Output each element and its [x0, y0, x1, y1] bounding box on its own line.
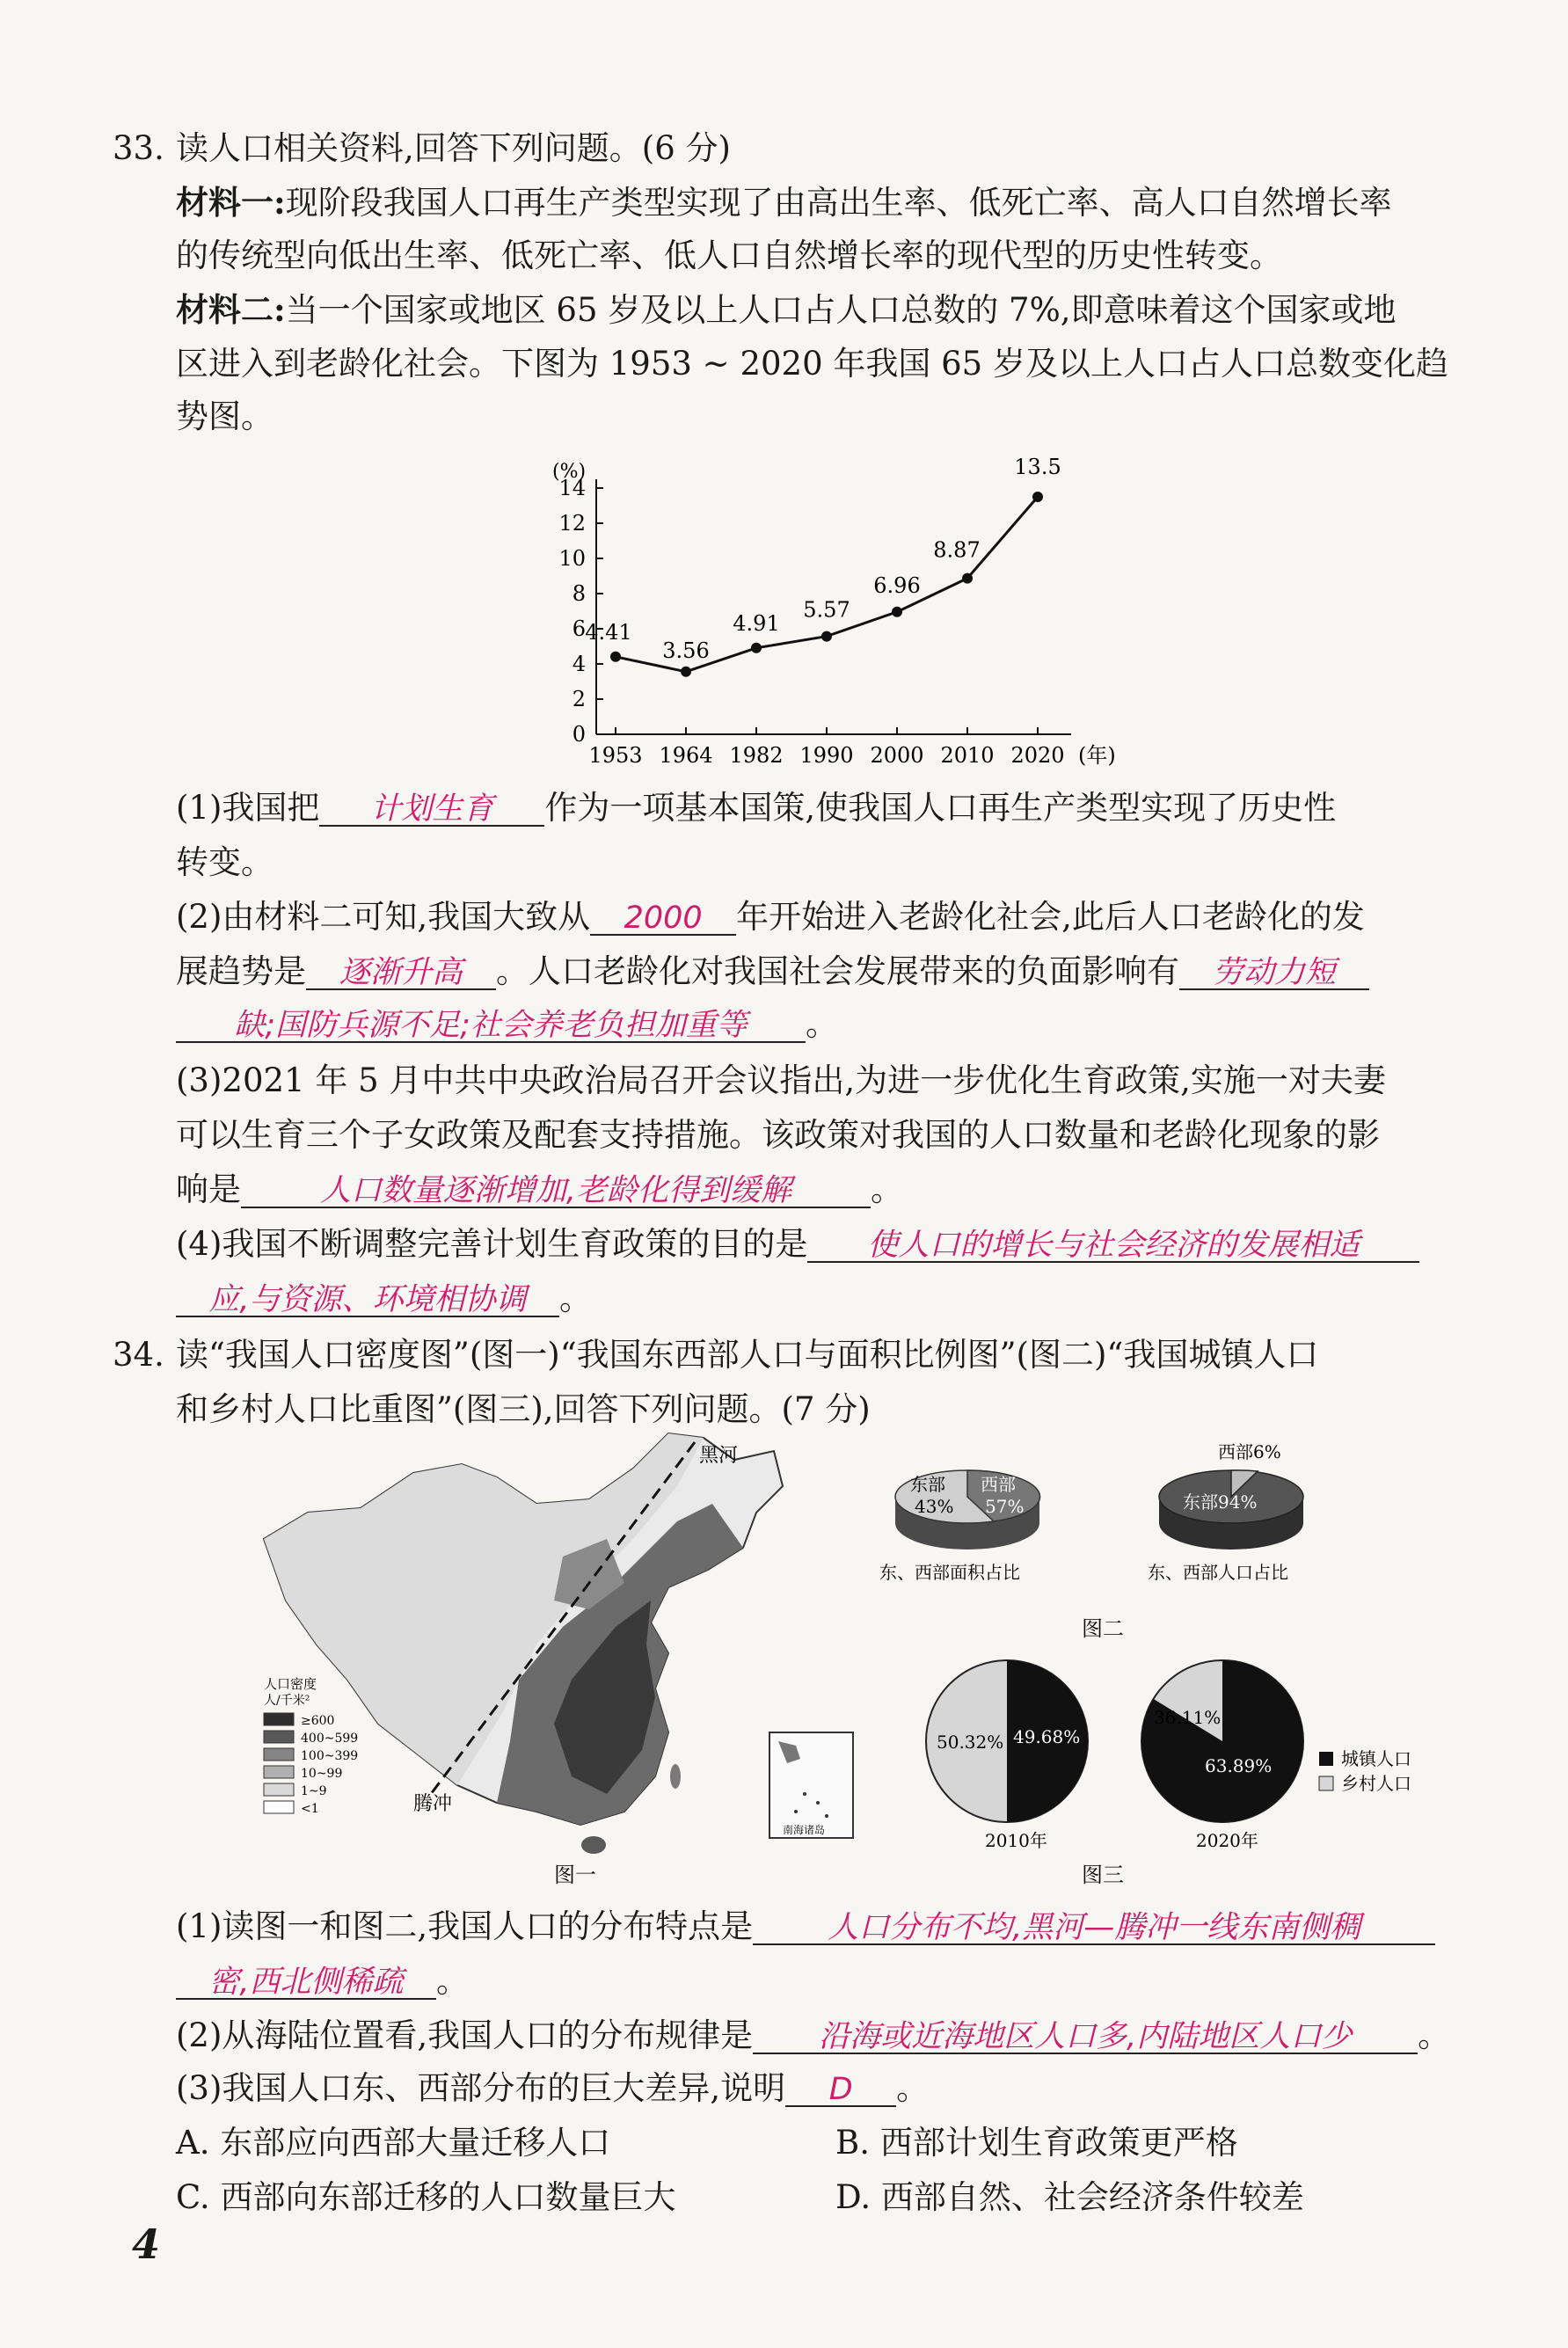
y-tick-label: 4	[572, 652, 586, 676]
y-axis-label: (%)	[552, 461, 587, 483]
svg-text:人口密度: 人口密度	[264, 1676, 317, 1692]
data-point	[892, 607, 902, 617]
data-point	[751, 643, 762, 653]
answer-blank[interactable]: D	[785, 2075, 896, 2107]
legend-label: 10~99	[301, 1767, 343, 1781]
x-tick-label: 1964	[659, 743, 713, 768]
y-tick-label: 14	[558, 476, 586, 500]
data-label: 13.5	[1014, 455, 1061, 479]
area-west-label: 西部	[981, 1474, 1016, 1495]
q34-sub1-line-2: 密,西北侧稀疏 。	[176, 1965, 469, 2000]
question-33-number: 33.	[113, 129, 164, 167]
data-label: 4.41	[585, 619, 632, 645]
y2010-urban-pct: 49.68%	[1013, 1726, 1081, 1747]
answer-blank[interactable]: 2000	[590, 903, 736, 936]
y2010-label: 2010年	[985, 1830, 1047, 1851]
data-label: 3.56	[662, 638, 710, 663]
population-density-map	[264, 1433, 853, 1887]
legend-swatch	[264, 1766, 294, 1778]
q34-sub1-line-1: (1)读图一和图二,我国人口的分布特点是 人口分布不均,黑河—腾冲一线东南侧稠	[176, 1910, 1435, 1945]
heihe-label: 黑河	[699, 1445, 739, 1467]
material-2-label: 材料二:	[176, 290, 286, 329]
figure-1-caption: 图一	[554, 1863, 596, 1887]
y2010-rural-pct: 50.32%	[937, 1732, 1004, 1753]
y-tick-label: 0	[572, 722, 586, 747]
q33-sub2-line-1: (2)由材料二可知,我国大致从 2000 年开始进入老龄化社会,此后人口老龄化的发	[176, 898, 1365, 936]
material-1-text: 现阶段我国人口再生产类型实现了由高出生率、低死亡率、高人口自然增长率	[285, 184, 1392, 222]
answer-blank[interactable]: 人口分布不均,黑河—腾冲一线东南侧稠	[753, 1913, 1435, 1945]
material-2-line-1	[176, 290, 1397, 329]
legend-swatch	[264, 1783, 294, 1796]
x-tick-label: 1953	[588, 743, 643, 768]
legend-swatch	[264, 1731, 294, 1743]
option-c[interactable]: C. 西部向东部迁移的人口数量巨大	[176, 2178, 676, 2216]
question-33-title: 读人口相关资料,回答下列问题。(6 分)	[176, 129, 731, 167]
legend-label: 100~399	[301, 1749, 359, 1763]
legend-rural: 乡村人口	[1341, 1773, 1411, 1794]
data-point	[1032, 492, 1043, 502]
question-34-line-1: 读“我国人口密度图”(图一)“我国东西部人口与面积比例图”(图二)“我国城镇人口	[176, 1336, 1319, 1374]
q33-sub3-line-2: 可以生育三个子女政策及配套支持措施。该政策对我国的人口数量和老龄化现象的影	[176, 1116, 1380, 1154]
data-label: 6.96	[873, 572, 921, 598]
material-1-line-2: 的传统型向低出生率、低死亡率、低人口自然增长率的现代型的历史性转变。	[176, 237, 1282, 274]
legend-label: ≥600	[301, 1714, 335, 1728]
pop-east-label: 东部94%	[1183, 1491, 1258, 1513]
aging-trend-chart	[528, 444, 1143, 778]
material-1-label: 材料一:	[176, 183, 286, 222]
question-34-number: 34.	[113, 1336, 164, 1374]
y-tick-label: 8	[572, 581, 586, 606]
answer-blank[interactable]: 计划生育	[319, 794, 544, 827]
answer-blank[interactable]: 密,西北侧稀疏	[176, 1967, 436, 2000]
q33-sub4-line-2: 应,与资源、环境相协调 。	[176, 1282, 592, 1317]
area-west-pct: 57%	[985, 1496, 1025, 1517]
y-tick-label: 12	[558, 511, 586, 536]
answer-blank[interactable]: 应,与资源、环境相协调	[176, 1285, 559, 1317]
figures-panel	[255, 1425, 1530, 1900]
legend-label: 1~9	[301, 1784, 327, 1798]
q33-sub1-line-1: (1)我国把 计划生育 作为一项基本国策,使我国人口再生产类型实现了历史性	[176, 789, 1337, 827]
q33-sub2-line-2: 展趋势是 逐渐升高 。人口老龄化对我国社会发展带来的负面影响有 劳动力短	[176, 955, 1369, 990]
option-b[interactable]: B. 西部计划生育政策更严格	[835, 2124, 1238, 2162]
option-a[interactable]: A. 东部应向西部大量迁移人口	[176, 2124, 611, 2162]
material-2-line-2: 区进入到老龄化社会。下图为 1953 ~ 2020 年我国 65 岁及以上人口占人口总数变化趋	[176, 345, 1448, 383]
area-caption: 东、西部面积占比	[879, 1562, 1020, 1583]
y-tick-label: 10	[558, 546, 586, 571]
pop-caption: 东、西部人口占比	[1148, 1562, 1288, 1583]
pop-west-label: 西部6%	[1218, 1441, 1281, 1462]
material-2-text: 当一个国家或地区 65 岁及以上人口占人口总数的 7%,即意味着这个国家或地	[285, 291, 1397, 329]
q33-sub3-line-1: (3)2021 年 5 月中共中央政治局召开会议指出,为进一步优化生育政策,实施一对夫妻	[176, 1061, 1386, 1099]
figure-3-caption: 图三	[1082, 1863, 1124, 1887]
area-east-pct: 43%	[915, 1496, 954, 1517]
answer-blank[interactable]: 沿海或近海地区人口多,内陆地区人口少	[753, 2022, 1418, 2054]
svg-text:人/千米²: 人/千米²	[264, 1694, 310, 1708]
q33-sub4-line-1: (4)我国不断调整完善计划生育政策的目的是 使人口的增长与社会经济的发展相适	[176, 1228, 1419, 1263]
density-legend	[264, 1676, 358, 1816]
legend-label: <1	[301, 1802, 319, 1816]
data-point	[681, 667, 691, 677]
data-label: 5.57	[803, 597, 850, 623]
x-tick-label: 2000	[870, 743, 924, 768]
data-point	[610, 652, 621, 662]
answer-blank[interactable]: 逐渐升高	[306, 958, 496, 990]
y2020-label: 2020年	[1196, 1830, 1258, 1851]
material-1-line-1	[176, 183, 1392, 222]
inset-label: 南海诸岛	[783, 1824, 826, 1836]
x-tick-label: 2020	[1010, 743, 1065, 768]
figure-2	[879, 1441, 1303, 1641]
y2020-rural-pct: 36.11%	[1154, 1707, 1222, 1728]
legend-label: 400~599	[301, 1732, 359, 1746]
legend-urban: 城镇人口	[1341, 1748, 1411, 1769]
y2020-urban-pct: 63.89%	[1205, 1755, 1273, 1776]
option-d[interactable]: D. 西部自然、社会经济条件较差	[835, 2178, 1304, 2216]
legend-swatch	[264, 1713, 294, 1725]
data-label: 8.87	[933, 537, 981, 563]
x-tick-label: 2010	[940, 743, 995, 768]
data-label: 4.91	[733, 610, 780, 636]
legend-swatch	[264, 1748, 294, 1761]
x-tick-label: 1982	[729, 743, 784, 768]
data-point	[821, 631, 832, 642]
legend-swatch	[264, 1801, 294, 1813]
q34-sub2-line: (2)从海陆位置看,我国人口的分布规律是 沿海或近海地区人口多,内陆地区人口少 。	[176, 2016, 1451, 2054]
q34-sub3-line: (3)我国人口东、西部分布的巨大差异,说明 D 。	[176, 2069, 930, 2107]
answer-blank[interactable]: 人口数量逐渐增加,老龄化得到缓解	[241, 1176, 871, 1208]
y-tick-label: 2	[572, 687, 586, 711]
answer-blank[interactable]: 缺;国防兵源不足;社会养老负担加重等	[176, 1010, 806, 1043]
question-34-line-2: 和乡村人口比重图”(图三),回答下列问题。(7 分)	[176, 1390, 871, 1428]
page-number: 4	[132, 2220, 161, 2268]
data-point	[962, 573, 973, 584]
figure-2-caption: 图二	[1082, 1616, 1124, 1641]
answer-blank[interactable]: 使人口的增长与社会经济的发展相适	[807, 1230, 1419, 1263]
q33-sub1-line-2: 转变。	[176, 843, 273, 881]
figure-3	[926, 1660, 1411, 1887]
x-tick-label: 1990	[799, 743, 854, 768]
y-tick-label: 6	[572, 616, 586, 641]
q33-sub3-line-3: 响是 人口数量逐渐增加,老龄化得到缓解 。	[176, 1170, 903, 1208]
material-2-line-3: 势图。	[176, 397, 273, 435]
area-east-label: 东部	[910, 1474, 945, 1495]
tengchong-label: 腾冲	[413, 1793, 453, 1815]
q33-sub2-line-3: 缺;国防兵源不足;社会养老负担加重等 。	[176, 1008, 838, 1043]
answer-blank[interactable]: 劳动力短	[1179, 958, 1369, 990]
x-axis-label: (年)	[1078, 743, 1116, 768]
